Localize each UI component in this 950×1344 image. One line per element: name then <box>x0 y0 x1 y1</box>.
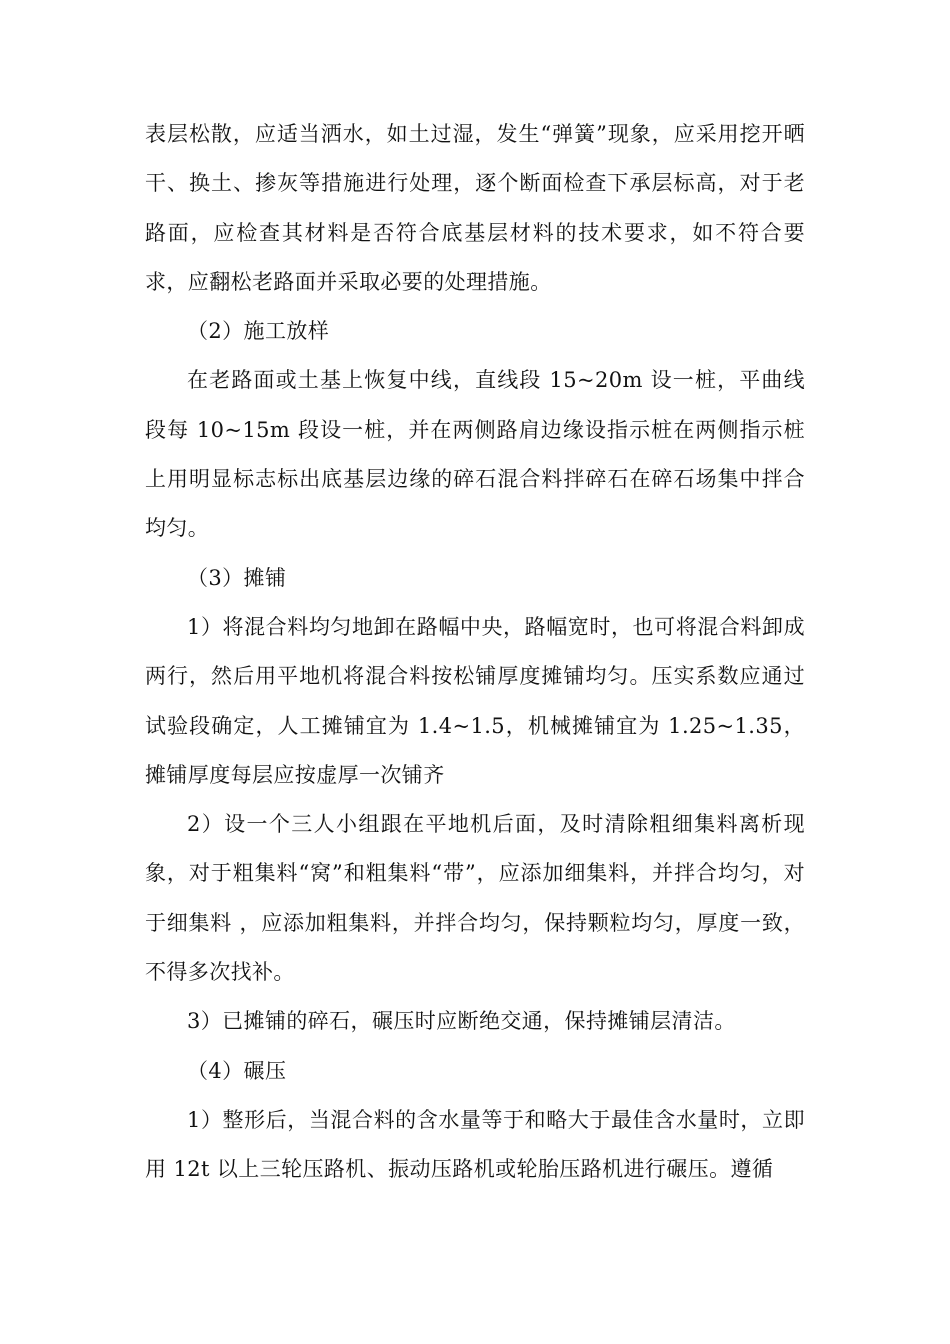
section-heading-construction-layout: （2）施工放样 <box>187 319 330 344</box>
paragraph-site-preparation: 表层松散，应适当洒水，如土过湿，发生“弹簧”现象，应采用挖开晒干、换土、掺灰等措施进行处理，逐个断面检查下承层标高，对于老路面，应检查其材料是否符合底基层材料的技术要求，如不符合要求，应翻松老路面并采取必要的处理措施。 <box>145 122 805 294</box>
paragraph-spreading-step-3: 3）已摊铺的碎石，碾压时应断绝交通，保持摊铺层清洁。 <box>187 1009 736 1034</box>
paragraph-compaction-step-1: 1）整形后，当混合料的含水量等于和略大于最佳含水量时，立即用 12t 以上三轮压路机、振动压路机或轮胎压路机进行碾压。遵循 <box>145 1107 805 1182</box>
paragraph-spreading-step-1: 1）将混合料均匀地卸在路幅中央，路幅宽时，也可将混合料卸成两行，然后用平地机将混合料按松铺厚度摊铺均匀。压实系数应通过试验段确定，人工摊铺宜为 1.4~1.5，机械摊铺宜为 1.25~1.35，摊铺厚度每层应按虚厚一次铺齐 <box>145 614 805 787</box>
section-heading-spreading: （3）摊铺 <box>187 565 287 590</box>
document-body <box>145 110 805 1195</box>
section-heading-compaction: （4）碾压 <box>187 1058 287 1083</box>
paragraph-construction-layout: 在老路面或土基上恢复中线，直线段 15~20m 设一桩，平曲线段每 10~15m 段设一桩，并在两侧路肩边缘设指示桩在两侧指示桩上用明显标志标出底基层边缘的碎石混合料拌碎石在碎石场集中拌合均匀。 <box>145 368 805 541</box>
paragraph-spreading-step-2: 2）设一个三人小组跟在平地机后面，及时清除粗细集料离析现象，对于粗集料“窝”和粗集料“带”，应添加细集料，并拌合均匀，对于细集料 ，应添加粗集料，并拌合均匀，保持颗粒均匀，厚度一致，不得多次找补。 <box>145 812 805 985</box>
